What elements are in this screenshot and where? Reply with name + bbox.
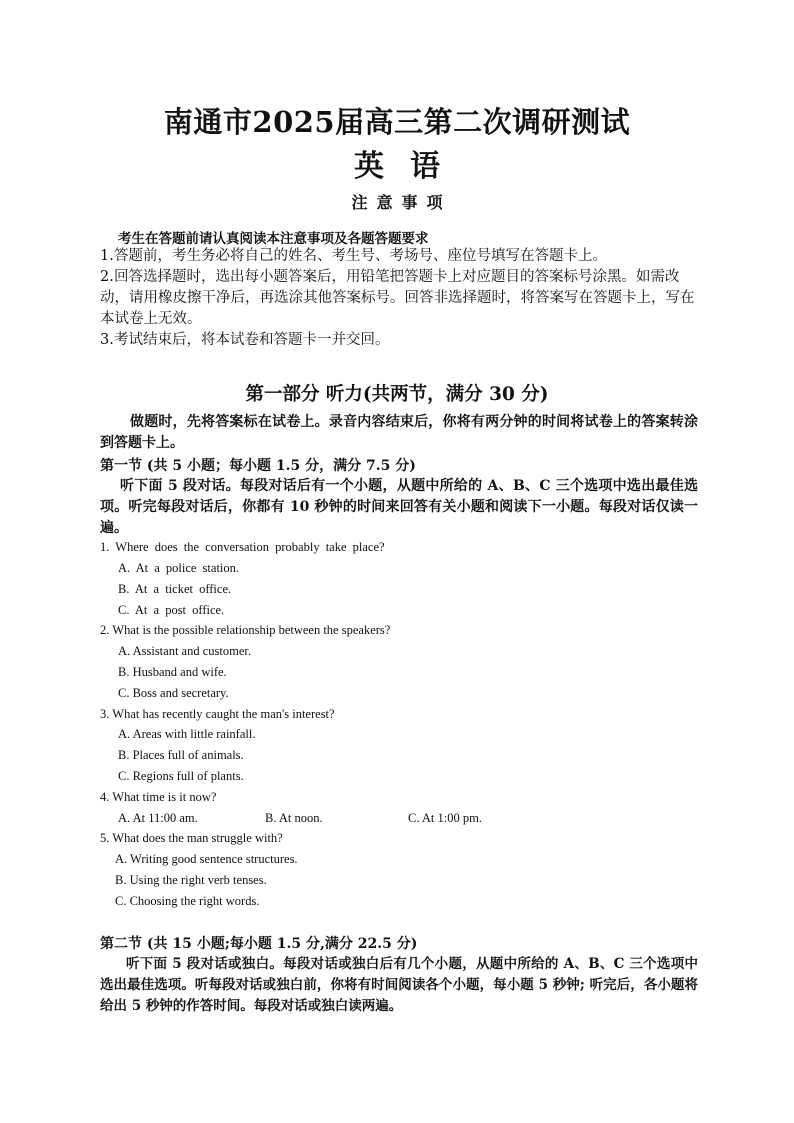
notice-item-number: 3. bbox=[100, 332, 114, 348]
notice-item-text: 回答选择题时，选出每小题答案后，用铅笔把答题卡上对应题目的答案标号涂黑。如需改动，请用橡皮擦干净后，再选涂其他答案标号。回答非选择题时，将答案写在答题卡上，写在本试卷上无效。 bbox=[100, 269, 695, 327]
question-3-option-a: A. Areas with little rainfall. bbox=[118, 727, 256, 741]
question-4-option-c: C. At 1:00 pm. bbox=[408, 811, 482, 825]
notice-item-text: 考试结束后，将本试卷和答题卡一并交回。 bbox=[114, 332, 390, 348]
question-3-option-b: B. Places full of animals. bbox=[118, 748, 244, 762]
question-5-option-c: C. Choosing the right words. bbox=[115, 894, 260, 908]
question-5-option-b: B. Using the right verb tenses. bbox=[115, 873, 267, 887]
question-1-option-c: C. At a post office. bbox=[118, 603, 225, 617]
subject-title: 英语 bbox=[354, 149, 466, 184]
notice-heading: 注意事项 bbox=[351, 193, 452, 212]
section1-heading: 第一节 (共 5 小题；每小题 1.5 分，满分 7.5 分) bbox=[100, 458, 416, 474]
notice-item bbox=[100, 267, 700, 330]
question-4-option-b: B. At noon. bbox=[265, 811, 323, 825]
part1-heading: 第一部分 听力(共两节，满分 30 分) bbox=[245, 384, 549, 405]
notice-item bbox=[100, 330, 700, 351]
question-2-option-b: B. Husband and wife. bbox=[118, 665, 227, 679]
part1-instructions: 做题时，先将答案标在试卷上。录音内容结束后，你将有两分钟的时间将试卷上的答案转涂到答题卡上。 bbox=[100, 414, 698, 451]
section2-instructions: 听下面 5 段对话或独白。每段对话或独白后有几个小题，从题中所给的 A、B、C 三个选项中选出最佳选项。听每段对话或独白前，你将有时间阅读各个小题，每小题 5 秒钟; 听完后，各小题将给出 5 秒钟的作答时间。每段对话或独白读两遍。 bbox=[100, 956, 698, 1014]
notice-item bbox=[100, 246, 700, 267]
section2-heading: 第二节 (共 15 小题;每小题 1.5 分,满分 22.5 分) bbox=[100, 936, 418, 952]
notice-item-text: 答题前，考生务必将自己的姓名、考生号、考场号、座位号填写在答题卡上。 bbox=[114, 248, 607, 264]
notice-lead: 考生在答题前请认真阅读本注意事项及各题答题要求 bbox=[118, 231, 429, 247]
question-1-option-a: A. At a police station. bbox=[118, 561, 240, 575]
question-3-option-c: C. Regions full of plants. bbox=[118, 769, 244, 783]
question-5: 5. What does the man struggle with? bbox=[100, 831, 283, 845]
question-1: 1. Where does the conversation probably take place? bbox=[100, 540, 385, 554]
exam-title: 南通市2025届高三第二次调研测试 bbox=[163, 105, 631, 139]
question-2-option-a: A. Assistant and customer. bbox=[118, 644, 251, 658]
question-4: 4. What time is it now? bbox=[100, 790, 217, 804]
question-2-option-c: C. Boss and secretary. bbox=[118, 686, 229, 700]
section1-instructions: 听下面 5 段对话。每段对话后有一个小题，从题中所给的 A、B、C 三个选项中选出最佳选项。听完每段对话后，你都有 10 秒钟的时间来回答有关小题和阅读下一小题。每段对话仅读一遍。 bbox=[100, 478, 698, 536]
question-1-option-b: B. At a ticket office. bbox=[118, 582, 232, 596]
notice-item-number: 1. bbox=[100, 248, 114, 264]
question-5-option-a: A. Writing good sentence structures. bbox=[115, 852, 298, 866]
question-3: 3. What has recently caught the man's interest? bbox=[100, 707, 335, 721]
notice-item-number: 2. bbox=[100, 269, 114, 285]
question-4-option-a: A. At 11:00 am. bbox=[118, 811, 198, 825]
question-2: 2. What is the possible relationship between the speakers? bbox=[100, 623, 391, 637]
